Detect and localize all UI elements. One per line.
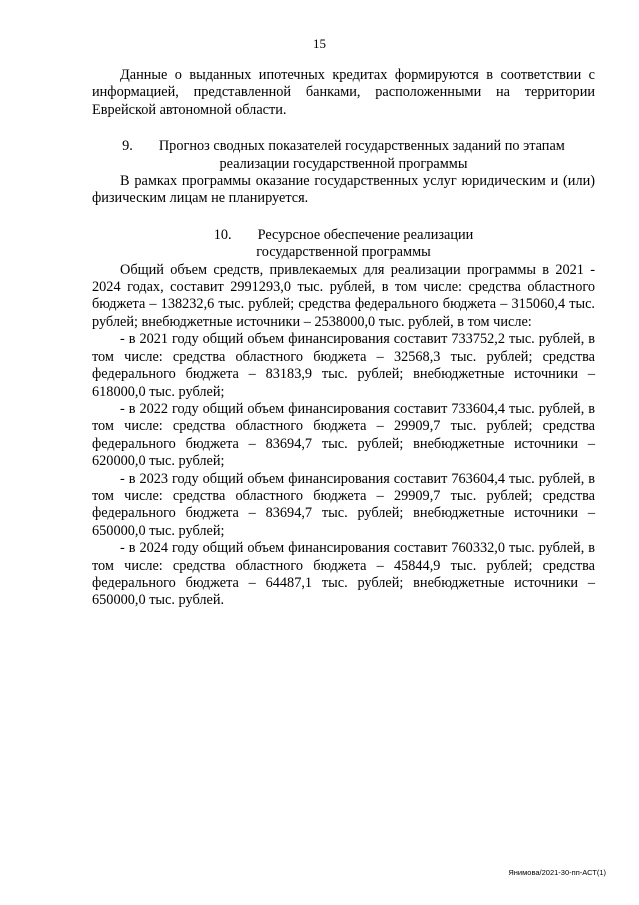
page-number: 15 (313, 36, 326, 51)
funding-item-2024: - в 2024 году общий объем финансирования составит 760332,0 тыс. рублей, в том числе: средства областного бюджета – 45844,9 тыс. рублей; средства федерального бюджета – 64487,1 тыс. рублей; внебюджетные источники – 650000,0 тыс. рублей. (92, 540, 595, 609)
section-10-heading (92, 227, 595, 262)
footer-document-code: Янимова/2021-30-пп-АСТ(1) (508, 868, 606, 877)
funding-item-2023: - в 2023 году общий объем финансирования составит 763604,4 тыс. рублей, в том числе: средства областного бюджета – 29909,7 тыс. рублей; средства федерального бюджета – 83694,7 тыс. рублей; внебюджетные источники – 650000,0 тыс. рублей; (92, 470, 595, 539)
section-9-number: 9. (122, 138, 133, 155)
section-10-number: 10. (213, 226, 232, 243)
section-9-heading (92, 138, 595, 173)
section-9-title-line-2: реализации государственной программы (219, 155, 468, 172)
section-10-title-line-1: Ресурсное обеспечение реализации (257, 226, 474, 243)
funding-item-2022: - в 2022 году общий объем финансирования составит 733604,4 тыс. рублей, в том числе: средства областного бюджета – 29909,7 тыс. рублей; средства федерального бюджета – 83694,7 тыс. рублей; внебюджетные источники – 620000,0 тыс. рублей; (92, 400, 595, 470)
document-body (92, 67, 595, 610)
paragraph-total-funding: Общий объем средств, привлекаемых для реализации программы в 2021 - 2024 годах, составит 2991293,0 тыс. рублей, в том числе: средства областного бюджета – 138232,6 тыс. рублей; средства федерального бюджета – 315060,4 тыс. рублей; внебюджетные источники – 2538000,0 тыс. рублей, в том числе: (92, 261, 595, 330)
paragraph-state-services: В рамках программы оказание государственных услуг юридическим и (или) физическим лицам не планируется. (92, 173, 595, 207)
funding-item-2021: - в 2021 году общий объем финансирования составит 733752,2 тыс. рублей, в том числе: средства областного бюджета – 32568,3 тыс. рублей; средства федерального бюджета – 83183,9 тыс. рублей; внебюджетные источники – 618000,0 тыс. рублей; (92, 331, 595, 400)
paragraph-mortgage-data: Данные о выданных ипотечных кредитах формируются в соответствии с информацией, представленной банками, расположенными на территории Еврейской автономной области. (92, 67, 595, 118)
section-9-title-line-1: Прогноз сводных показателей государственных заданий по этапам (158, 138, 565, 155)
section-10-title-line-2: государственной программы (256, 244, 431, 261)
